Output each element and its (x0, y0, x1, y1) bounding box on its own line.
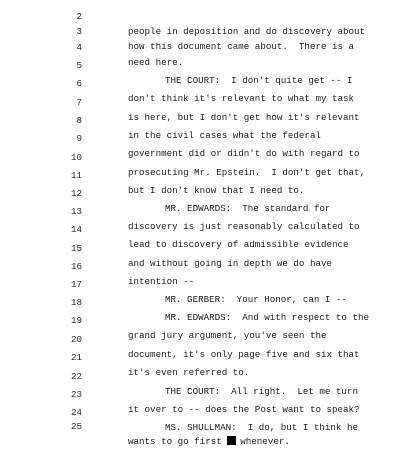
page-top-edge (0, 0, 400, 4)
line-number: 24 (70, 407, 82, 418)
line-text: is here, but I don't get how it's relevant (128, 112, 360, 123)
line-number: 9 (76, 133, 82, 144)
line-text: intention -- (128, 276, 195, 287)
line-text: how this document came about. There is a (128, 41, 355, 52)
line-text: it over to -- does the Post want to speak? (128, 404, 360, 415)
line-text: in the civil cases what the federal (128, 130, 321, 141)
line-text: don't think it's relevant to what my task (128, 93, 355, 104)
line-number: 7 (76, 97, 82, 108)
line-text: grand jury argument, you've seen the (128, 330, 327, 341)
line-text: and without going in depth we do have (128, 258, 332, 269)
line-number: 12 (70, 188, 82, 199)
line-number: 21 (70, 352, 82, 363)
line-text: people in deposition and do discovery about (128, 26, 366, 37)
line-number: 20 (70, 334, 82, 345)
line-text: MS. SHULLMAN: I do, but I think he (165, 422, 358, 433)
line-number: 18 (70, 297, 82, 308)
line-number: 6 (76, 78, 82, 89)
line-text-after-redaction: whenever. (240, 436, 290, 447)
line-number: 23 (70, 389, 82, 400)
line-text: MR. GERBER: Your Honor, can I -- (165, 294, 347, 305)
line-number: 2 (76, 11, 82, 22)
line-text: it's even referred to. (128, 367, 250, 378)
line-number: 11 (70, 170, 82, 181)
line-text: THE COURT: I don't quite get -- I (165, 75, 353, 86)
line-number: 8 (76, 115, 82, 126)
line-text: MR. EDWARDS: The standard for (165, 203, 331, 214)
line-text: but I don't know that I need to. (128, 185, 305, 196)
line-number: 16 (70, 261, 82, 272)
line-number: 13 (70, 206, 82, 217)
redaction-box (227, 436, 236, 445)
line-text: THE COURT: All right. Let me turn (165, 386, 358, 397)
line-number: 4 (76, 42, 82, 53)
line-number: 14 (70, 224, 82, 235)
line-text: discovery is just reasonably calculated to (128, 221, 360, 232)
line-text: government did or didn't do with regard to (128, 148, 360, 159)
line-number: 10 (70, 152, 82, 163)
line-number: 3 (76, 26, 82, 37)
line-number: 25 (70, 421, 82, 432)
line-text: lead to discovery of admissible evidence (128, 239, 349, 250)
line-text: MR. EDWARDS: And with respect to the (165, 312, 369, 323)
line-number: 19 (70, 315, 82, 326)
line-text: prosecuting Mr. Epstein. I don't get that, (128, 167, 366, 178)
line-number: 5 (76, 60, 82, 71)
line-text: document, it's only page five and six that (128, 349, 360, 360)
line-text: need here. (128, 57, 184, 68)
line-number: 22 (70, 371, 82, 382)
line-text-before-redaction: wants to go first (128, 436, 222, 447)
line-number: 15 (70, 243, 82, 254)
line-text (128, 434, 290, 449)
line-number: 17 (70, 279, 82, 290)
